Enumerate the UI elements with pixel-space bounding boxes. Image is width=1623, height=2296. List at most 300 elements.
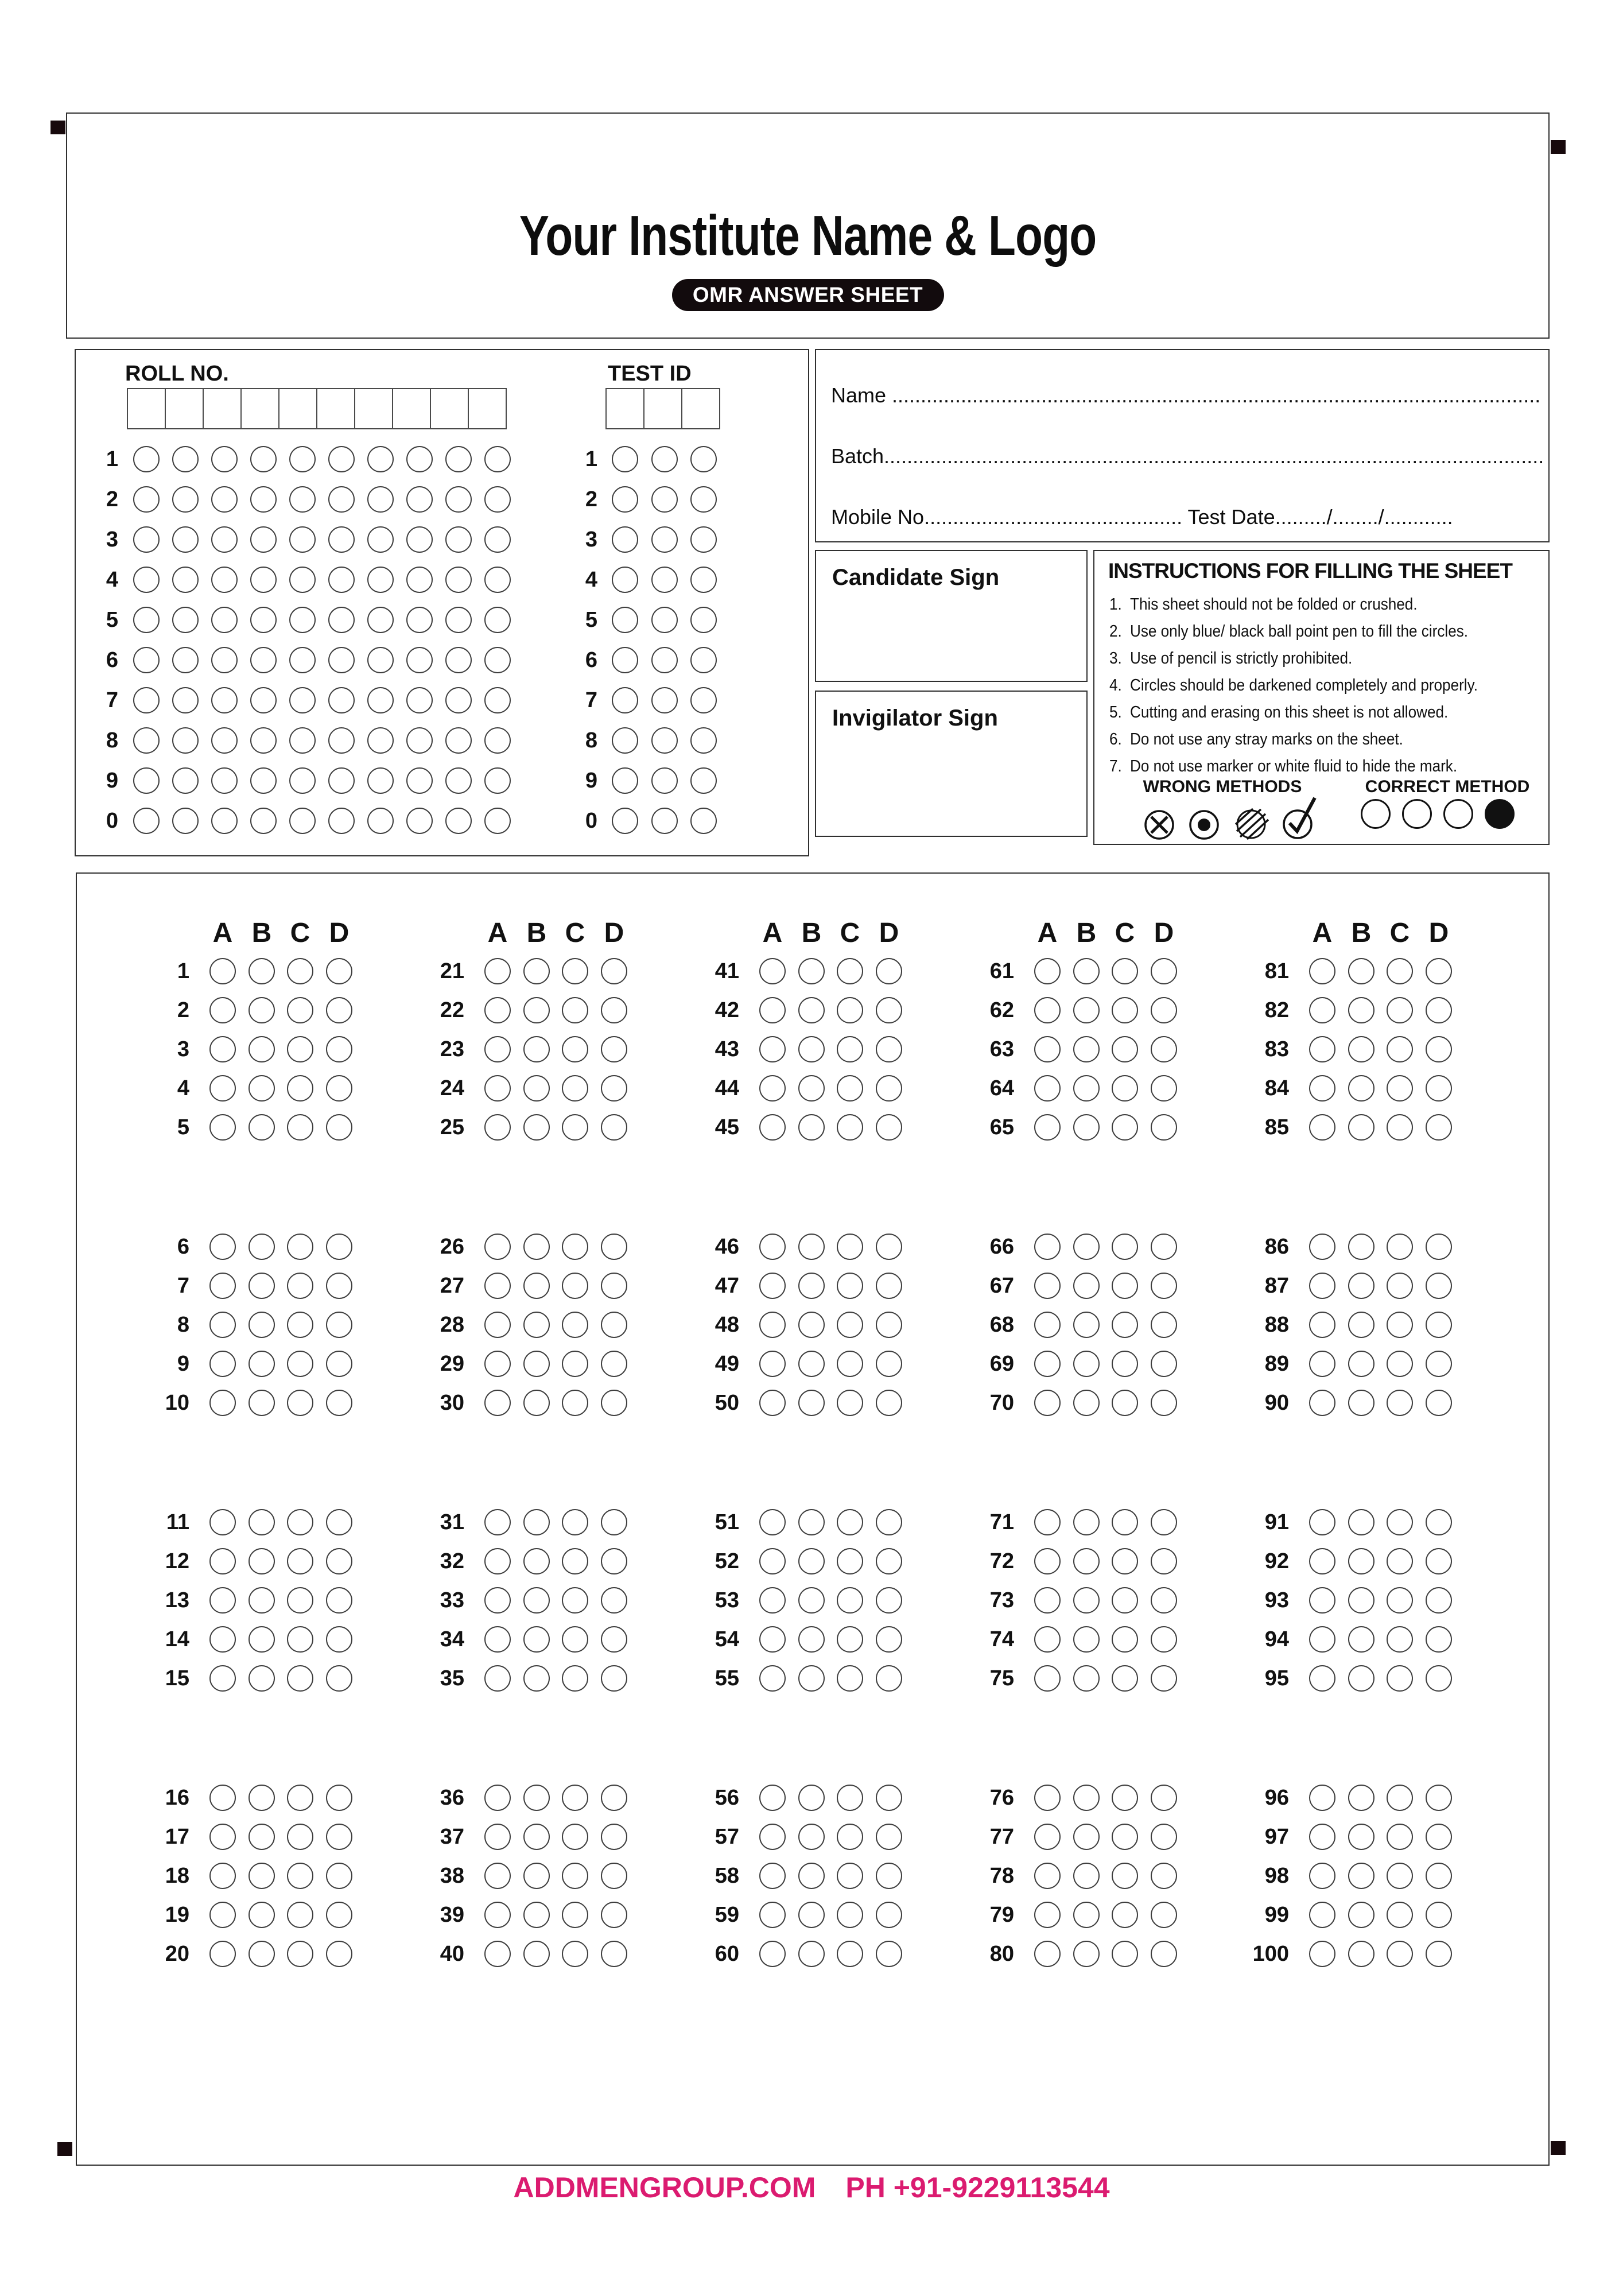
answer-bubble-q65-B[interactable] [1073,1114,1100,1141]
answer-bubble-q23-A[interactable] [484,1036,511,1062]
answer-bubble-q47-B[interactable] [798,1273,825,1299]
answer-bubble-q86-D[interactable] [1426,1234,1452,1260]
testid-bubble-digit8-col2[interactable] [651,727,678,754]
answer-bubble-q32-C[interactable] [562,1548,588,1574]
answer-bubble-q10-C[interactable] [287,1390,313,1416]
roll-bubble-digit4-col1[interactable] [133,567,160,593]
answer-bubble-q3-A[interactable] [209,1036,236,1062]
answer-bubble-q4-D[interactable] [326,1075,352,1102]
answer-bubble-q78-C[interactable] [1112,1863,1138,1889]
answer-bubble-q79-C[interactable] [1112,1902,1138,1928]
answer-bubble-q58-C[interactable] [837,1863,863,1889]
roll-bubble-digit5-col2[interactable] [172,607,199,633]
answer-bubble-q26-C[interactable] [562,1234,588,1260]
answer-bubble-q10-B[interactable] [249,1390,275,1416]
roll-bubble-digit4-col7[interactable] [367,567,394,593]
answer-bubble-q72-B[interactable] [1073,1548,1100,1574]
answer-bubble-q22-D[interactable] [601,997,627,1023]
answer-bubble-q94-C[interactable] [1387,1626,1413,1653]
answer-bubble-q30-A[interactable] [484,1390,511,1416]
answer-bubble-q65-D[interactable] [1151,1114,1177,1141]
answer-bubble-q45-D[interactable] [876,1114,902,1141]
answer-bubble-q82-D[interactable] [1426,997,1452,1023]
answer-bubble-q28-D[interactable] [601,1312,627,1338]
answer-bubble-q87-B[interactable] [1348,1273,1374,1299]
answer-bubble-q7-D[interactable] [326,1273,352,1299]
answer-bubble-q34-C[interactable] [562,1626,588,1653]
answer-bubble-q91-A[interactable] [1309,1509,1335,1535]
testid-bubble-digit9-col3[interactable] [690,767,717,794]
roll-bubble-digit0-col7[interactable] [367,808,394,834]
roll-bubble-digit7-col9[interactable] [445,687,472,713]
test-date-field[interactable]: Test Date........./......../............ [1182,505,1453,529]
answer-bubble-q83-A[interactable] [1309,1036,1335,1062]
answer-bubble-q36-C[interactable] [562,1785,588,1811]
answer-bubble-q79-A[interactable] [1034,1902,1061,1928]
answer-bubble-q57-A[interactable] [759,1824,786,1850]
answer-bubble-q1-D[interactable] [326,958,352,984]
answer-bubble-q25-B[interactable] [523,1114,550,1141]
answer-bubble-q85-C[interactable] [1387,1114,1413,1141]
roll-bubble-digit8-col9[interactable] [445,727,472,754]
testid-bubble-digit8-col3[interactable] [690,727,717,754]
answer-bubble-q51-D[interactable] [876,1509,902,1535]
answer-bubble-q74-B[interactable] [1073,1626,1100,1653]
answer-bubble-q2-C[interactable] [287,997,313,1023]
answer-bubble-q80-C[interactable] [1112,1941,1138,1967]
answer-bubble-q66-D[interactable] [1151,1234,1177,1260]
answer-bubble-q79-D[interactable] [1151,1902,1177,1928]
answer-bubble-q16-A[interactable] [209,1785,236,1811]
answer-bubble-q68-C[interactable] [1112,1312,1138,1338]
roll-bubble-digit5-col8[interactable] [406,607,433,633]
answer-bubble-q36-B[interactable] [523,1785,550,1811]
answer-bubble-q75-C[interactable] [1112,1665,1138,1692]
roll-bubble-digit6-col6[interactable] [328,647,355,673]
answer-bubble-q50-C[interactable] [837,1390,863,1416]
answer-bubble-q72-D[interactable] [1151,1548,1177,1574]
roll-bubble-digit0-col2[interactable] [172,808,199,834]
answer-bubble-q24-B[interactable] [523,1075,550,1102]
answer-bubble-q20-B[interactable] [249,1941,275,1967]
answer-bubble-q52-D[interactable] [876,1548,902,1574]
answer-bubble-q59-D[interactable] [876,1902,902,1928]
answer-bubble-q41-B[interactable] [798,958,825,984]
answer-bubble-q38-D[interactable] [601,1863,627,1889]
answer-bubble-q87-C[interactable] [1387,1273,1413,1299]
answer-bubble-q56-D[interactable] [876,1785,902,1811]
answer-bubble-q8-D[interactable] [326,1312,352,1338]
roll-bubble-digit6-col2[interactable] [172,647,199,673]
roll-bubble-digit0-col3[interactable] [211,808,238,834]
answer-bubble-q85-B[interactable] [1348,1114,1374,1141]
answer-bubble-q16-D[interactable] [326,1785,352,1811]
answer-bubble-q65-A[interactable] [1034,1114,1061,1141]
answer-bubble-q12-C[interactable] [287,1548,313,1574]
roll-bubble-digit6-col4[interactable] [250,647,277,673]
answer-bubble-q7-A[interactable] [209,1273,236,1299]
roll-digit-box-6[interactable] [316,388,355,429]
testid-bubble-digit3-col2[interactable] [651,526,678,553]
answer-bubble-q29-B[interactable] [523,1351,550,1377]
roll-digit-box-4[interactable] [240,388,279,429]
roll-bubble-digit2-col10[interactable] [484,486,511,513]
answer-bubble-q42-A[interactable] [759,997,786,1023]
answer-bubble-q49-C[interactable] [837,1351,863,1377]
answer-bubble-q25-A[interactable] [484,1114,511,1141]
answer-bubble-q58-D[interactable] [876,1863,902,1889]
answer-bubble-q65-C[interactable] [1112,1114,1138,1141]
answer-bubble-q75-D[interactable] [1151,1665,1177,1692]
roll-bubble-digit8-col2[interactable] [172,727,199,754]
answer-bubble-q36-A[interactable] [484,1785,511,1811]
testid-bubble-digit6-col2[interactable] [651,647,678,673]
answer-bubble-q78-B[interactable] [1073,1863,1100,1889]
testid-bubble-digit1-col3[interactable] [690,446,717,472]
answer-bubble-q93-C[interactable] [1387,1587,1413,1614]
roll-bubble-digit7-col10[interactable] [484,687,511,713]
answer-bubble-q5-B[interactable] [249,1114,275,1141]
answer-bubble-q63-D[interactable] [1151,1036,1177,1062]
testid-bubble-digit6-col1[interactable] [612,647,638,673]
answer-bubble-q60-D[interactable] [876,1941,902,1967]
answer-bubble-q96-C[interactable] [1387,1785,1413,1811]
answer-bubble-q84-A[interactable] [1309,1075,1335,1102]
roll-bubble-digit3-col7[interactable] [367,526,394,553]
roll-bubble-digit9-col2[interactable] [172,767,199,794]
answer-bubble-q17-A[interactable] [209,1824,236,1850]
answer-bubble-q100-A[interactable] [1309,1941,1335,1967]
answer-bubble-q99-C[interactable] [1387,1902,1413,1928]
answer-bubble-q6-A[interactable] [209,1234,236,1260]
answer-bubble-q97-D[interactable] [1426,1824,1452,1850]
answer-bubble-q80-B[interactable] [1073,1941,1100,1967]
testid-bubble-digit0-col1[interactable] [612,808,638,834]
answer-bubble-q9-C[interactable] [287,1351,313,1377]
answer-bubble-q55-B[interactable] [798,1665,825,1692]
answer-bubble-q20-D[interactable] [326,1941,352,1967]
answer-bubble-q54-A[interactable] [759,1626,786,1653]
answer-bubble-q97-C[interactable] [1387,1824,1413,1850]
roll-bubble-digit5-col6[interactable] [328,607,355,633]
testid-bubble-digit7-col3[interactable] [690,687,717,713]
answer-bubble-q67-C[interactable] [1112,1273,1138,1299]
roll-digit-box-8[interactable] [392,388,431,429]
answer-bubble-q70-A[interactable] [1034,1390,1061,1416]
roll-bubble-digit5-col1[interactable] [133,607,160,633]
answer-bubble-q48-A[interactable] [759,1312,786,1338]
answer-bubble-q73-D[interactable] [1151,1587,1177,1614]
testid-bubble-digit9-col1[interactable] [612,767,638,794]
answer-bubble-q24-D[interactable] [601,1075,627,1102]
answer-bubble-q77-A[interactable] [1034,1824,1061,1850]
answer-bubble-q94-D[interactable] [1426,1626,1452,1653]
candidate-sign-box[interactable] [815,550,1088,682]
answer-bubble-q57-D[interactable] [876,1824,902,1850]
roll-bubble-digit9-col7[interactable] [367,767,394,794]
roll-bubble-digit4-col9[interactable] [445,567,472,593]
answer-bubble-q90-B[interactable] [1348,1390,1374,1416]
answer-bubble-q23-C[interactable] [562,1036,588,1062]
answer-bubble-q31-D[interactable] [601,1509,627,1535]
answer-bubble-q73-A[interactable] [1034,1587,1061,1614]
answer-bubble-q37-C[interactable] [562,1824,588,1850]
roll-bubble-digit8-col5[interactable] [289,727,316,754]
answer-bubble-q77-B[interactable] [1073,1824,1100,1850]
answer-bubble-q16-C[interactable] [287,1785,313,1811]
answer-bubble-q25-C[interactable] [562,1114,588,1141]
answer-bubble-q51-B[interactable] [798,1509,825,1535]
answer-bubble-q38-A[interactable] [484,1863,511,1889]
answer-bubble-q5-C[interactable] [287,1114,313,1141]
answer-bubble-q54-C[interactable] [837,1626,863,1653]
answer-bubble-q33-B[interactable] [523,1587,550,1614]
answer-bubble-q18-A[interactable] [209,1863,236,1889]
answer-bubble-q2-D[interactable] [326,997,352,1023]
roll-digit-box-1[interactable] [127,388,166,429]
mobile-and-testdate-row[interactable] [831,505,1550,529]
roll-bubble-digit9-col8[interactable] [406,767,433,794]
answer-bubble-q30-D[interactable] [601,1390,627,1416]
roll-bubble-digit1-col4[interactable] [250,446,277,472]
answer-bubble-q29-D[interactable] [601,1351,627,1377]
answer-bubble-q98-D[interactable] [1426,1863,1452,1889]
roll-bubble-digit8-col10[interactable] [484,727,511,754]
answer-bubble-q32-B[interactable] [523,1548,550,1574]
answer-bubble-q11-A[interactable] [209,1509,236,1535]
answer-bubble-q71-B[interactable] [1073,1509,1100,1535]
answer-bubble-q83-C[interactable] [1387,1036,1413,1062]
roll-bubble-digit2-col5[interactable] [289,486,316,513]
answer-bubble-q14-C[interactable] [287,1626,313,1653]
testid-bubble-digit5-col3[interactable] [690,607,717,633]
answer-bubble-q63-C[interactable] [1112,1036,1138,1062]
answer-bubble-q89-D[interactable] [1426,1351,1452,1377]
answer-bubble-q32-A[interactable] [484,1548,511,1574]
answer-bubble-q88-B[interactable] [1348,1312,1374,1338]
answer-bubble-q5-D[interactable] [326,1114,352,1141]
answer-bubble-q93-A[interactable] [1309,1587,1335,1614]
answer-bubble-q64-D[interactable] [1151,1075,1177,1102]
answer-bubble-q27-A[interactable] [484,1273,511,1299]
roll-bubble-digit6-col7[interactable] [367,647,394,673]
answer-bubble-q100-D[interactable] [1426,1941,1452,1967]
roll-bubble-digit7-col8[interactable] [406,687,433,713]
roll-bubble-digit7-col3[interactable] [211,687,238,713]
answer-bubble-q42-C[interactable] [837,997,863,1023]
answer-bubble-q74-D[interactable] [1151,1626,1177,1653]
answer-bubble-q89-C[interactable] [1387,1351,1413,1377]
answer-bubble-q37-A[interactable] [484,1824,511,1850]
testid-bubble-digit0-col3[interactable] [690,808,717,834]
roll-bubble-digit1-col3[interactable] [211,446,238,472]
answer-bubble-q20-C[interactable] [287,1941,313,1967]
roll-bubble-digit3-col9[interactable] [445,526,472,553]
mobile-field[interactable]: Mobile No............................................. [831,505,1183,529]
answer-bubble-q25-D[interactable] [601,1114,627,1141]
answer-bubble-q50-D[interactable] [876,1390,902,1416]
roll-bubble-digit6-col8[interactable] [406,647,433,673]
answer-bubble-q42-B[interactable] [798,997,825,1023]
answer-bubble-q74-C[interactable] [1112,1626,1138,1653]
roll-digit-box-9[interactable] [430,388,469,429]
answer-bubble-q53-B[interactable] [798,1587,825,1614]
answer-bubble-q1-A[interactable] [209,958,236,984]
answer-bubble-q60-A[interactable] [759,1941,786,1967]
answer-bubble-q2-A[interactable] [209,997,236,1023]
answer-bubble-q76-B[interactable] [1073,1785,1100,1811]
answer-bubble-q52-C[interactable] [837,1548,863,1574]
answer-bubble-q73-B[interactable] [1073,1587,1100,1614]
answer-bubble-q24-A[interactable] [484,1075,511,1102]
answer-bubble-q90-C[interactable] [1387,1390,1413,1416]
answer-bubble-q47-A[interactable] [759,1273,786,1299]
roll-bubble-digit9-col5[interactable] [289,767,316,794]
answer-bubble-q76-A[interactable] [1034,1785,1061,1811]
answer-bubble-q5-A[interactable] [209,1114,236,1141]
answer-bubble-q40-C[interactable] [562,1941,588,1967]
answer-bubble-q81-B[interactable] [1348,958,1374,984]
answer-bubble-q56-C[interactable] [837,1785,863,1811]
answer-bubble-q54-D[interactable] [876,1626,902,1653]
answer-bubble-q4-A[interactable] [209,1075,236,1102]
answer-bubble-q12-B[interactable] [249,1548,275,1574]
answer-bubble-q68-D[interactable] [1151,1312,1177,1338]
roll-bubble-digit6-col5[interactable] [289,647,316,673]
roll-bubble-digit1-col8[interactable] [406,446,433,472]
roll-bubble-digit2-col8[interactable] [406,486,433,513]
answer-bubble-q34-D[interactable] [601,1626,627,1653]
answer-bubble-q81-C[interactable] [1387,958,1413,984]
answer-bubble-q90-D[interactable] [1426,1390,1452,1416]
answer-bubble-q84-B[interactable] [1348,1075,1374,1102]
roll-bubble-digit8-col4[interactable] [250,727,277,754]
answer-bubble-q50-A[interactable] [759,1390,786,1416]
answer-bubble-q95-A[interactable] [1309,1665,1335,1692]
roll-bubble-digit5-col5[interactable] [289,607,316,633]
answer-bubble-q42-D[interactable] [876,997,902,1023]
answer-bubble-q82-B[interactable] [1348,997,1374,1023]
answer-bubble-q62-A[interactable] [1034,997,1061,1023]
answer-bubble-q7-B[interactable] [249,1273,275,1299]
answer-bubble-q80-D[interactable] [1151,1941,1177,1967]
answer-bubble-q28-B[interactable] [523,1312,550,1338]
answer-bubble-q21-C[interactable] [562,958,588,984]
testid-bubble-digit3-col1[interactable] [612,526,638,553]
answer-bubble-q99-D[interactable] [1426,1902,1452,1928]
answer-bubble-q8-A[interactable] [209,1312,236,1338]
answer-bubble-q66-B[interactable] [1073,1234,1100,1260]
roll-bubble-digit3-col1[interactable] [133,526,160,553]
answer-bubble-q13-A[interactable] [209,1587,236,1614]
roll-bubble-digit5-col3[interactable] [211,607,238,633]
answer-bubble-q12-A[interactable] [209,1548,236,1574]
answer-bubble-q63-A[interactable] [1034,1036,1061,1062]
answer-bubble-q91-D[interactable] [1426,1509,1452,1535]
answer-bubble-q29-C[interactable] [562,1351,588,1377]
answer-bubble-q78-D[interactable] [1151,1863,1177,1889]
roll-bubble-digit2-col1[interactable] [133,486,160,513]
answer-bubble-q69-C[interactable] [1112,1351,1138,1377]
roll-bubble-digit0-col4[interactable] [250,808,277,834]
answer-bubble-q13-C[interactable] [287,1587,313,1614]
answer-bubble-q97-A[interactable] [1309,1824,1335,1850]
answer-bubble-q35-C[interactable] [562,1665,588,1692]
answer-bubble-q51-A[interactable] [759,1509,786,1535]
testid-digit-box-2[interactable] [643,388,682,429]
testid-bubble-digit9-col2[interactable] [651,767,678,794]
answer-bubble-q32-D[interactable] [601,1548,627,1574]
answer-bubble-q10-D[interactable] [326,1390,352,1416]
answer-bubble-q18-B[interactable] [249,1863,275,1889]
answer-bubble-q61-B[interactable] [1073,958,1100,984]
answer-bubble-q70-C[interactable] [1112,1390,1138,1416]
answer-bubble-q41-A[interactable] [759,958,786,984]
answer-bubble-q21-D[interactable] [601,958,627,984]
answer-bubble-q98-A[interactable] [1309,1863,1335,1889]
answer-bubble-q15-D[interactable] [326,1665,352,1692]
roll-bubble-digit8-col6[interactable] [328,727,355,754]
answer-bubble-q43-D[interactable] [876,1036,902,1062]
answer-bubble-q43-B[interactable] [798,1036,825,1062]
answer-bubble-q37-D[interactable] [601,1824,627,1850]
answer-bubble-q100-C[interactable] [1387,1941,1413,1967]
testid-bubble-digit7-col2[interactable] [651,687,678,713]
answer-bubble-q99-A[interactable] [1309,1902,1335,1928]
roll-bubble-digit3-col3[interactable] [211,526,238,553]
roll-bubble-digit7-col7[interactable] [367,687,394,713]
roll-bubble-digit3-col8[interactable] [406,526,433,553]
answer-bubble-q94-B[interactable] [1348,1626,1374,1653]
answer-bubble-q88-D[interactable] [1426,1312,1452,1338]
roll-bubble-digit2-col4[interactable] [250,486,277,513]
answer-bubble-q9-A[interactable] [209,1351,236,1377]
roll-bubble-digit4-col2[interactable] [172,567,199,593]
roll-bubble-digit3-col5[interactable] [289,526,316,553]
roll-bubble-digit0-col9[interactable] [445,808,472,834]
answer-bubble-q83-D[interactable] [1426,1036,1452,1062]
answer-bubble-q9-D[interactable] [326,1351,352,1377]
answer-bubble-q27-B[interactable] [523,1273,550,1299]
answer-bubble-q74-A[interactable] [1034,1626,1061,1653]
answer-bubble-q4-B[interactable] [249,1075,275,1102]
roll-bubble-digit7-col2[interactable] [172,687,199,713]
roll-bubble-digit8-col3[interactable] [211,727,238,754]
answer-bubble-q36-D[interactable] [601,1785,627,1811]
answer-bubble-q47-C[interactable] [837,1273,863,1299]
roll-bubble-digit9-col3[interactable] [211,767,238,794]
answer-bubble-q58-A[interactable] [759,1863,786,1889]
answer-bubble-q89-A[interactable] [1309,1351,1335,1377]
answer-bubble-q15-C[interactable] [287,1665,313,1692]
answer-bubble-q37-B[interactable] [523,1824,550,1850]
answer-bubble-q84-C[interactable] [1387,1075,1413,1102]
answer-bubble-q55-C[interactable] [837,1665,863,1692]
answer-bubble-q60-C[interactable] [837,1941,863,1967]
answer-bubble-q82-A[interactable] [1309,997,1335,1023]
answer-bubble-q44-B[interactable] [798,1075,825,1102]
answer-bubble-q96-B[interactable] [1348,1785,1374,1811]
answer-bubble-q1-C[interactable] [287,958,313,984]
answer-bubble-q56-B[interactable] [798,1785,825,1811]
answer-bubble-q8-B[interactable] [249,1312,275,1338]
answer-bubble-q58-B[interactable] [798,1863,825,1889]
roll-bubble-digit9-col1[interactable] [133,767,160,794]
answer-bubble-q67-A[interactable] [1034,1273,1061,1299]
roll-bubble-digit6-col10[interactable] [484,647,511,673]
answer-bubble-q28-A[interactable] [484,1312,511,1338]
roll-bubble-digit2-col3[interactable] [211,486,238,513]
